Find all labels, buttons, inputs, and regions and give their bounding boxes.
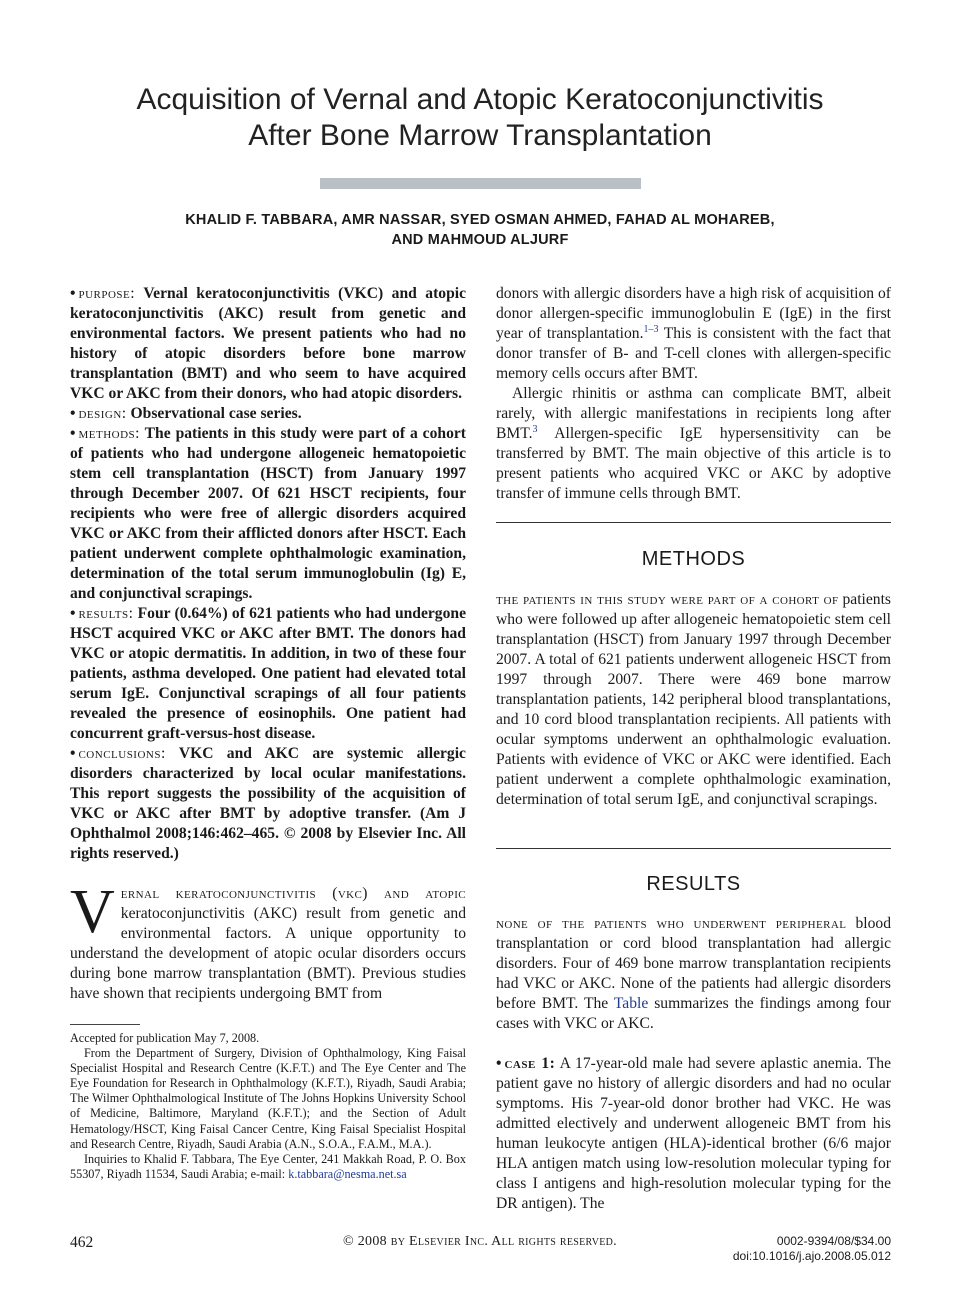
intro-continued-paragraph-1 [496,284,891,384]
para2-text-a: Allergic rhinitis or asthma can complicate BMT, albeit rarely, with allergic manifestations in recipients long after BMT. [496,385,891,442]
author-list [40,210,920,250]
accepted-date: Accepted for publication May 7, 2008. [70,1031,260,1045]
para2-text-b: Allergen-specific IgE hypersensitivity can be transferred by BMT. The main objective of this article is to present patients who acquired VKC or AKC by adoptive transfer of immune cells through BMT. [496,425,891,502]
page-number: 462 [70,1234,94,1251]
case-1-text: A 17-year-old male had severe aplastic anemia. The patient gave no history of allergic disorders and had no ocular symptoms. His 7-year-old donor brother had VKC. He was admitted electively and underwent allogeneic BMT from his human leukocyte antigen (HLA)-identical brother (6/6 major HLA antigen match using low-resolution molecular typing for class I antigens and high-resolution molecular typing for the DR antigen). The [496,1055,891,1212]
methods-text: The patients in this study were part of a cohort of patients who had undergone allogeneic hematopoietic stem cell transplantation (HSCT) from January 1997 through December 2007. Of 621 HSCT recipients, four recipients who were free of allergic disorders acquired VKC or AKC from their afflicted donors after HSCT. Each patient underwent complete ophthalmologic examination, determination of the total serum immunoglobulin (Ig) E, and conjunctival scrapings. [70,425,466,602]
bullet-icon: • [70,745,76,762]
results-lead: none of the patients who underwent peripheral [496,915,847,932]
design-text: Observational case series. [130,405,302,422]
table-link[interactable]: Table [613,995,649,1012]
title-line-1: Acquisition of Vernal and Atopic Keratoconjunctivitis [136,83,824,116]
abstract [70,284,466,864]
reference-link[interactable]: 1–3 [643,323,659,335]
title-divider-bar [320,178,641,189]
methods-text: patients who were followed up after allogeneic hematopoietic stem cell transplantation (HSCT) from January 1997 through December 2007. A total of 621 patients underwent allogeneic HSCT from 1997 through 2007. There were 469 bone marrow transplantation patients, 142 peripheral blood transplantations, and 10 cord blood transplantation recipients. All patients with ocular symptoms underwent an ophthalmologic evaluation. Patients with evidence of VKC or AKC were identified. Each patient underwent a complete ophthalmologic examination, determination of total serum IgE, and conjunctival scrapings. [496,591,892,808]
reference-link[interactable]: 3 [532,423,538,435]
bullet-icon: • [70,405,76,422]
methods-divider [496,522,891,523]
methods-label: methods: [78,425,140,442]
design-label: design: [78,405,127,422]
publication-ids [733,1234,891,1264]
results-label: results: [78,605,134,622]
case-1 [496,1054,891,1214]
drop-cap: V [70,878,115,946]
authors-line-2: AND MAHMOUD ALJURF [391,232,569,248]
doi: doi:10.1016/j.ajo.2008.05.012 [732,1249,891,1263]
inquiries-text: Inquiries to Khalid F. Tabbara, The Eye Center, 241 Makkah Road, P. O. Box 55307, Riyadh 11534, Saudi Arabia; e-mail: [70,1151,466,1181]
bullet-icon: • [70,605,76,622]
bullet-icon: • [70,285,76,302]
abstract-purpose [70,284,466,404]
intro-text: keratoconjunctivitis (AKC) result from genetic and environmental factors. A unique opportunity to understand the development of atopic ocular disorders occurs during bone marrow transplantation (BMT). Previous studies have shown that recipients undergoing BMT from [70,905,466,1002]
article-title [40,82,920,154]
results-divider [496,848,891,849]
methods-paragraph [496,590,891,810]
intro-lead: ernal keratoconjunctivitis (vkc) and atopic [120,885,466,902]
results-text: Four (0.64%) of 621 patients who had undergone HSCT acquired VKC or AKC after BMT. The donors had VKC or atopic dermatitis. In addition, in two of these four patients, asthma developed. One patient had elevated total serum IgE. Conjunctival scrapings of all four patients revealed the presence of eosinophils. One patient had concurrent graft-versus-host disease. [70,605,466,742]
para1-text-b: This is consistent with the fact that donor transfer of B- and T-cell clones with allergen-specific memory cells occurs after BMT. [496,325,891,382]
copyright: © 2008 by Elsevier Inc. All rights reserved. [343,1234,617,1249]
abstract-results [70,604,466,744]
affiliations: From the Department of Surgery, Division of Ophthalmology, King Faisal Specialist Hospital and Research Centre (K.F.T.) and The Eye Center and The Eye Foundation for Research in Ophthalmology (K.F.T.), Riyadh, Saudi Arabia; The Wilmer Ophthalmological Institute of The Johns Hopkins University School of Medicine, Baltimore, Maryland (K.F.T.); and the Section of Adult Hematology/HSCT, King Faisal Cancer Centre, King Faisal Specialist Hospital and Research Centre, Riyadh, Saudi Arabia (A.N., S.O.A., F.A.M., M.A.). [70,1046,466,1151]
para1-text-a: donors with allergic disorders have a high risk of acquisition of donor allergen-specific immunoglobulin E (IgE) in the first year of transplantation. [496,285,891,342]
results-paragraph [496,914,891,1034]
authors-line-1: KHALID F. TABBARA, AMR NASSAR, SYED OSMAN AHMED, FAHAD AL MOHAREB, [185,212,775,228]
citation-text: (Am J Ophthalmol 2008;146:462–465. © 2008 by Elsevier Inc. All rights reserved.) [70,805,466,862]
intro-paragraph [70,878,466,1004]
inquiries [70,1152,466,1182]
email-link[interactable]: k.tabbara@nesma.net.sa [288,1166,407,1181]
introduction [70,878,466,1004]
methods-lead: the patients in this study were part of a cohort of [496,591,839,608]
intro-continued-paragraph-2 [496,384,891,504]
results-heading: RESULTS [646,873,741,895]
results-section [496,914,891,1034]
conclusions-text: VKC and AKC are systemic allergic disorders characterized by local ocular manifestations. This report suggests the possibility of the acquisition of VKC or AKC after BMT by adoptive transfer. [70,745,466,822]
intro-continued [496,284,891,504]
abstract-design [70,404,466,424]
methods-section [496,590,891,810]
abstract-methods [70,424,466,604]
bullet-icon: • [70,425,76,442]
purpose-label: purpose: [78,285,136,302]
purpose-text: Vernal keratoconjunctivitis (VKC) and atopic keratoconjunctivitis (AKC) result from genetic and environmental factors. We present patients who had no history of atopic disorders before bone marrow transplantation (BMT) and who seem to have acquired VKC or AKC from their donors, who had atopic disorders. [70,285,466,402]
issn: 0002-9394/08/$34.00 [776,1234,891,1248]
footnote-divider [70,1024,140,1025]
methods-heading: METHODS [641,548,746,570]
results-text-a: blood transplantation or cord blood transplantation had allergic disorders. Four of 469 bone marrow transplantation recipients had VKC or AKC. None of the patients had allergic disorders before BMT. The [496,915,891,1012]
abstract-conclusions [70,744,466,864]
case-1-paragraph [496,1054,891,1214]
conclusions-label: conclusions: [78,745,166,762]
results-text-b: summarizes the findings among four cases with VKC or AKC. [496,995,891,1032]
title-line-2: After Bone Marrow Transplantation [248,119,712,152]
footnote [70,1031,466,1182]
case-1-label: case 1: [504,1055,556,1072]
bullet-icon: • [496,1055,502,1072]
